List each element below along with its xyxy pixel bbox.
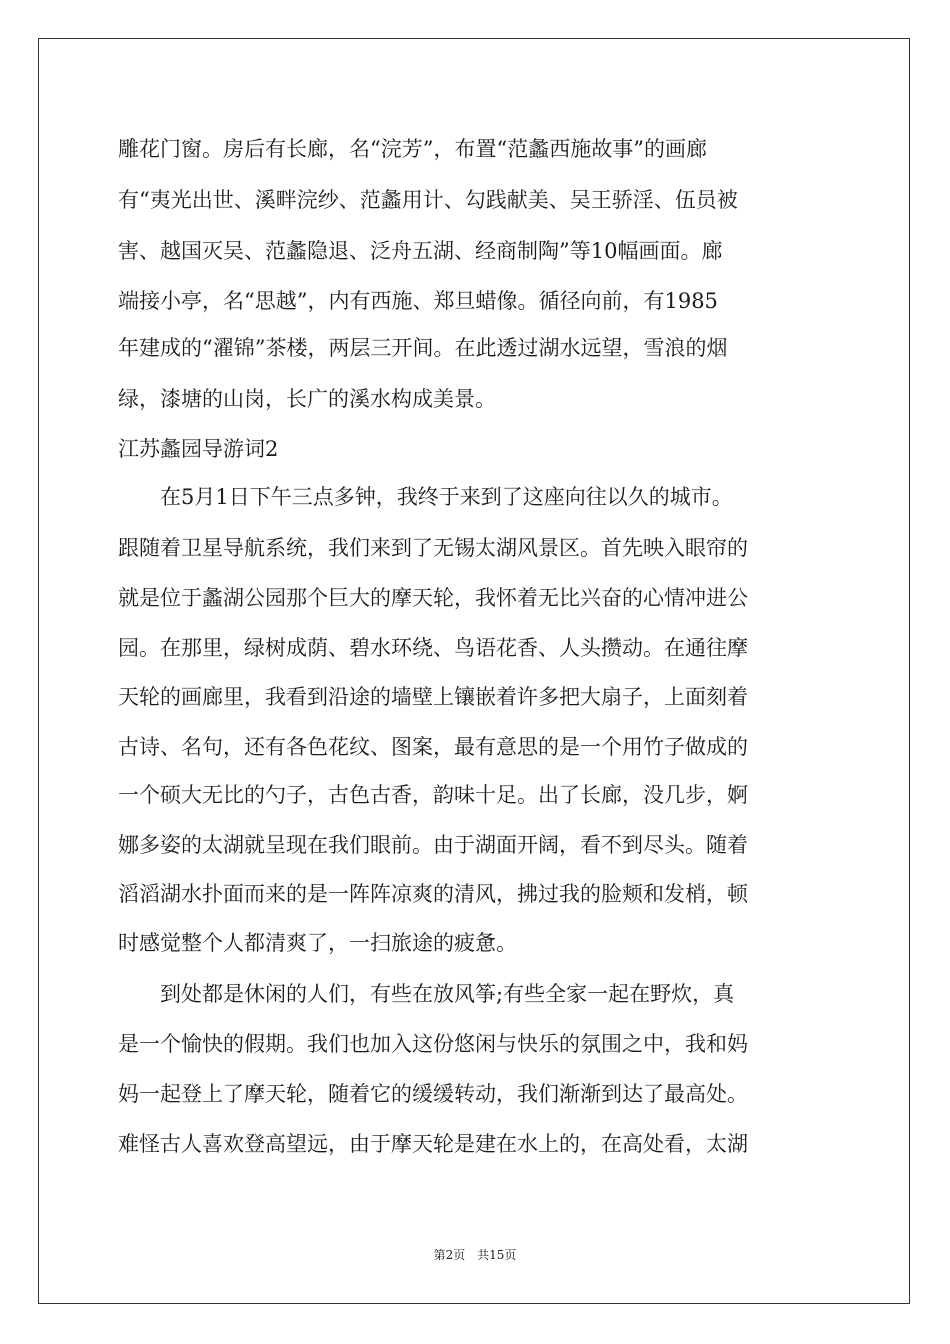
text-line: 妈一起登上了摩天轮，随着它的缓缓转动，我们渐渐到达了最高处。 <box>118 1082 748 1106</box>
text-line: 滔滔湖水扑面而来的是一阵阵凉爽的清风，拂过我的脸颊和发梢，顿 <box>118 882 748 906</box>
section-heading: 江苏蠡园导游词2 <box>118 437 279 461</box>
text-line: 端接小亭，名“思越”，内有西施、郑旦蜡像。循径向前，有1985 <box>118 289 718 313</box>
text-line: 有“夷光出世、溪畔浣纱、范蠡用计、勾践献美、吴王骄淫、伍员被 <box>118 188 738 212</box>
text-line: 害、越国灭吴、范蠡隐退、泛舟五湖、经商制陶”等10幅画面。廊 <box>118 239 723 263</box>
text-line: 年建成的“濯锦”茶楼，两层三开间。在此透过湖水远望，雪浪的烟 <box>118 336 728 360</box>
text-line: 跟随着卫星导航系统，我们来到了无锡太湖风景区。首先映入眼帘的 <box>118 536 748 560</box>
page-number: 第2页 <box>433 1248 466 1262</box>
text-line: 园。在那里，绿树成荫、碧水环绕、鸟语花香、人头攒动。在通往摩 <box>118 636 748 660</box>
page-border <box>38 38 910 1304</box>
text-line: 绿，漆塘的山岗，长广的溪水构成美景。 <box>118 387 496 411</box>
page-total: 共15页 <box>477 1248 517 1262</box>
text-line: 时感觉整个人都清爽了，一扫旅途的疲惫。 <box>118 931 517 955</box>
text-line: 难怪古人喜欢登高望远，由于摩天轮是建在水上的，在高处看，太湖 <box>118 1132 748 1156</box>
paragraph-first-line: 在5月1日下午三点多钟，我终于来到了这座向往以久的城市。 <box>160 485 733 509</box>
text-line: 是一个愉快的假期。我们也加入这份悠闲与快乐的氛围之中，我和妈 <box>118 1032 748 1056</box>
text-line: 就是位于蠡湖公园那个巨大的摩天轮，我怀着无比兴奋的心情冲进公 <box>118 586 748 610</box>
page-footer <box>0 1247 950 1263</box>
text-line: 天轮的画廊里，我看到沿途的墙壁上镶嵌着许多把大扇子，上面刻着 <box>118 685 748 709</box>
paragraph-first-line: 到处都是休闲的人们，有些在放风筝;有些全家一起在野炊，真 <box>160 982 735 1006</box>
text-line: 娜多姿的太湖就呈现在我们眼前。由于湖面开阔，看不到尽头。随着 <box>118 833 748 857</box>
text-line: 古诗、名句，还有各色花纹、图案，最有意思的是一个用竹子做成的 <box>118 735 748 759</box>
text-line: 一个硕大无比的勺子，古色古香，韵味十足。出了长廊，没几步，婀 <box>118 783 748 807</box>
text-line: 雕花门窗。房后有长廊，名“浣芳”，布置“范蠡西施故事”的画廊 <box>118 137 707 161</box>
